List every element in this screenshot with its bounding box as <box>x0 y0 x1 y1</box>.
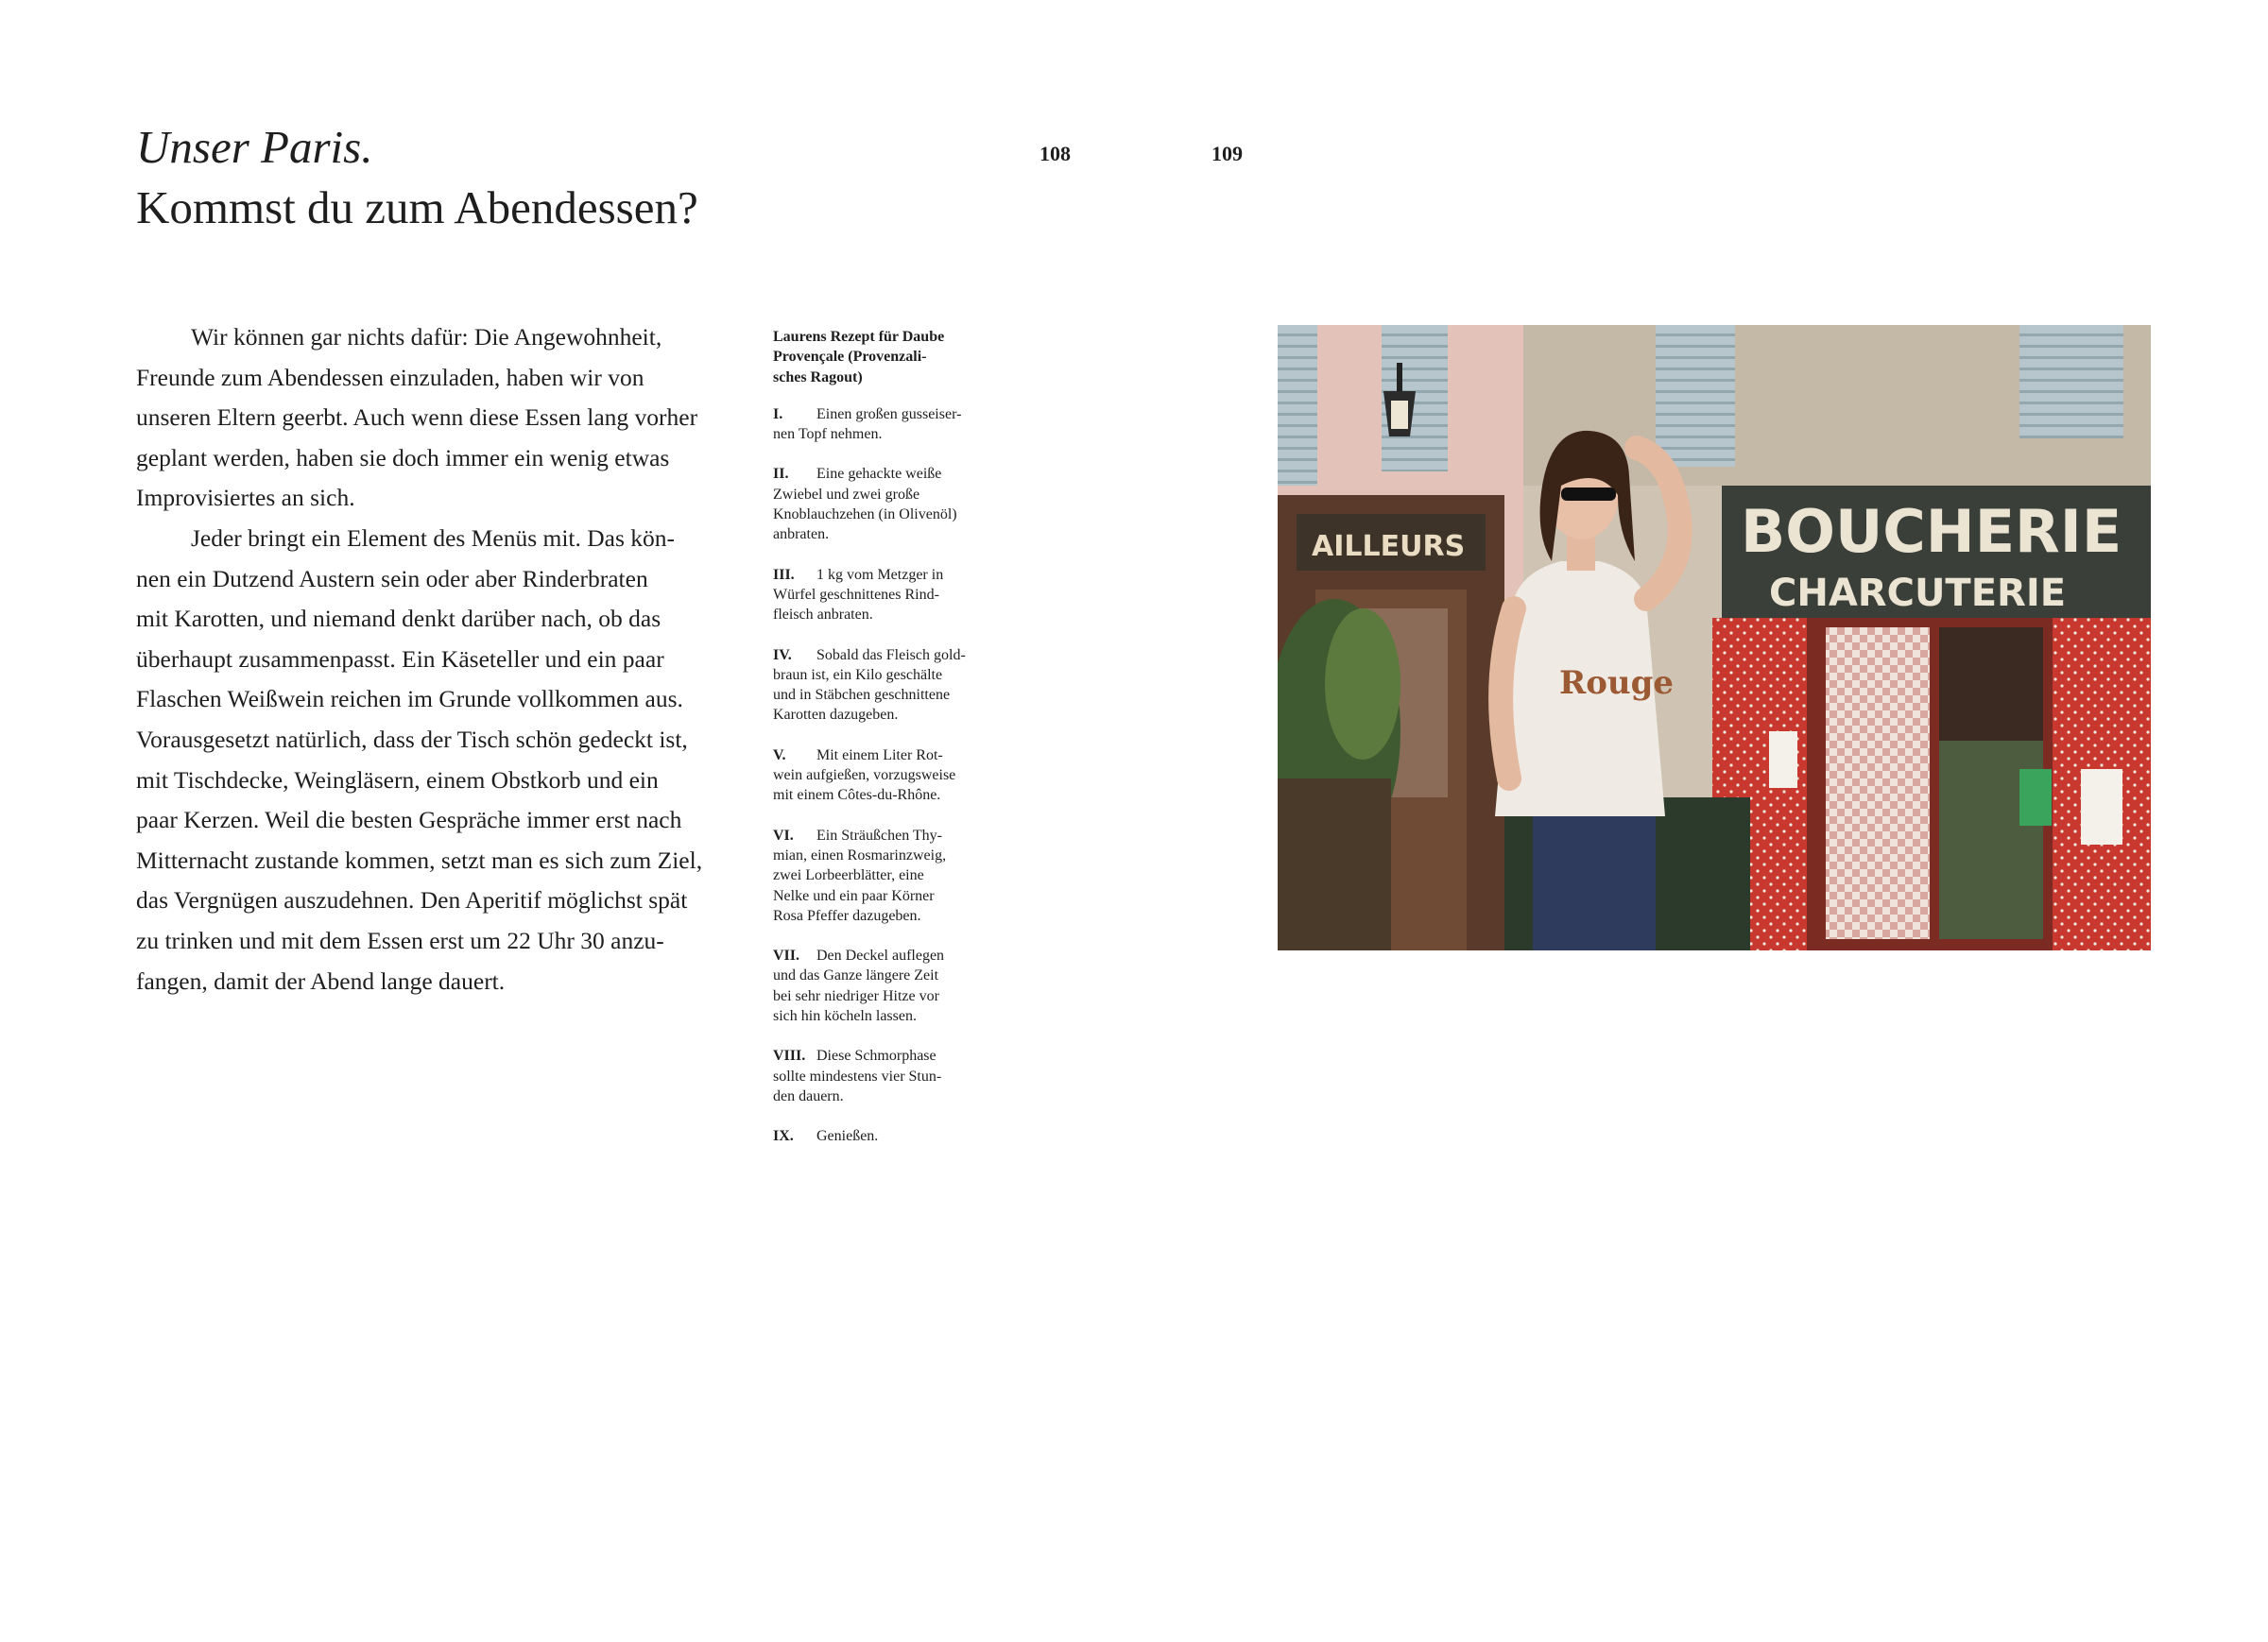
chapter-title: Unser Paris. <box>136 121 373 173</box>
recipe-step-line: mian, einen Rosmarinzweig, <box>773 847 947 864</box>
street-photo <box>1278 325 2151 950</box>
recipe-step-line: Würfel geschnittenes Rind- <box>773 586 939 603</box>
body-paragraph <box>136 519 755 1001</box>
recipe-step-number: IV. <box>773 646 792 663</box>
window-shutter <box>1656 325 1735 467</box>
recipe-step-line <box>773 1046 1014 1066</box>
text-line: Jeder bringt ein Element des Menüs mit. Das kön- <box>191 523 676 552</box>
recipe-step-line: Nelke und ein paar Körner <box>773 887 935 904</box>
notice-sign <box>1769 731 1797 788</box>
notice-sign <box>2081 769 2122 845</box>
recipe-step-line: und in Stäbchen geschnittene <box>773 687 951 704</box>
recipe-step-line: Rosa Pfeffer dazugeben. <box>773 907 921 924</box>
lamp-glass <box>1391 401 1408 429</box>
plant <box>1325 608 1400 760</box>
curtain-window <box>1826 627 1930 939</box>
recipe-step-line <box>773 1126 1014 1146</box>
recipe-step-line <box>773 464 1014 484</box>
text-line: unseren Eltern geerbt. Auch wenn diese Essen lang vorher <box>136 403 698 432</box>
recipe-step <box>773 745 1014 806</box>
recipe-step-line <box>773 404 1014 424</box>
planter <box>1278 778 1391 950</box>
recipe-step-line: sollte mindestens vier Stun- <box>773 1068 942 1085</box>
text-line: das Vergnügen auszudehnen. Den Aperitif möglichst spät <box>136 886 688 915</box>
chapter-subtitle: Kommst du zum Abendessen? <box>136 181 698 233</box>
recipe-step-text: Eine gehackte weiße <box>816 466 942 483</box>
recipe-step <box>773 826 1014 926</box>
recipe-step-number: IX. <box>773 1128 794 1145</box>
recipe-step-number: VI. <box>773 827 794 844</box>
recipe-step-line: wein aufgießen, vorzugsweise <box>773 767 956 784</box>
window-shutter <box>2019 325 2123 438</box>
recipe-step-number: II. <box>773 466 789 483</box>
recipe-step-text: Genießen. <box>816 1128 879 1145</box>
sunglasses <box>1561 487 1616 501</box>
text-line: paar Kerzen. Weil die besten Gespräche immer erst nach <box>136 806 682 834</box>
recipe-steps <box>773 404 1014 1147</box>
recipe-step-text: Mit einem Liter Rot- <box>816 746 943 763</box>
recipe-step <box>773 1126 1014 1146</box>
text-line: überhaupt zusammenpasst. Ein Käseteller und ein paar <box>136 644 664 673</box>
body-paragraph <box>136 317 755 519</box>
body-text <box>136 317 755 1001</box>
text-line: Freunde zum Abendessen einzuladen, haben wir von <box>136 363 644 391</box>
page-number-left: 108 <box>1040 142 1071 165</box>
recipe-step-line <box>773 565 1014 585</box>
text-line: geplant werden, haben sie doch immer ein wenig etwas <box>136 443 670 471</box>
text-line: mit Tischdecke, Weingläsern, einem Obstkorb und ein <box>136 765 659 794</box>
recipe-title-line: Laurens Rezept für Daube <box>773 329 945 345</box>
recipe-step-line: nen Topf nehmen. <box>773 426 883 443</box>
lamp-bracket <box>1397 363 1402 391</box>
text-line: Flaschen Weißwein reichen im Grunde vollkommen aus. <box>136 685 683 713</box>
shirt-print: Rouge <box>1559 664 1675 702</box>
recipe-step-text: Den Deckel auflegen <box>816 948 945 965</box>
charcuterie-sign-text: CHARCUTERIE <box>1769 572 2067 615</box>
recipe-step-line: Zwiebel und zwei große <box>773 486 920 503</box>
recipe-step-line: braun ist, ein Kilo geschälte <box>773 666 943 683</box>
recipe-step-number: III. <box>773 566 795 583</box>
window-shutter <box>1278 325 1317 486</box>
text-line: Improvisiertes an sich. <box>136 484 355 512</box>
recipe-step <box>773 404 1014 445</box>
recipe-title-line: sches Ragout) <box>773 368 863 385</box>
photo-illustration <box>1278 325 2151 950</box>
recipe-step-line: den dauern. <box>773 1087 844 1104</box>
text-line: mit Karotten, und niemand denkt darüber nach, ob das <box>136 605 662 633</box>
text-line: Mitternacht zustande kommen, setzt man es sich zum Ziel, <box>136 846 703 874</box>
recipe-box <box>773 327 1014 1167</box>
recipe-step-line: Karotten dazugeben. <box>773 707 899 724</box>
recipe-step <box>773 645 1014 726</box>
recipe-step-line <box>773 745 1014 765</box>
text-line: fangen, damit der Abend lange dauert. <box>136 966 506 995</box>
recipe-step-line: mit einem Côtes-du-Rhône. <box>773 787 941 804</box>
text-line: nen ein Dutzend Austern sein oder aber Rinderbraten <box>136 564 648 592</box>
recipe-step-line <box>773 645 1014 665</box>
recipe-title <box>773 327 1014 387</box>
recipe-step-number: VII. <box>773 948 800 965</box>
text-line: Vorausgesetzt natürlich, dass der Tisch schön gedeckt ist, <box>136 725 688 753</box>
recipe-step-line: und das Ganze längere Zeit <box>773 967 939 984</box>
jeans <box>1533 816 1656 950</box>
text-line: zu trinken und mit dem Essen erst um 22 Uhr 30 anzu- <box>136 926 664 954</box>
recipe-step <box>773 1046 1014 1106</box>
recipe-step-text: Diese Schmorphase <box>816 1048 936 1065</box>
recipe-step-line: fleisch anbraten. <box>773 607 873 624</box>
text-line: Wir können gar nichts dafür: Die Angewohnheit, <box>191 323 662 351</box>
recipe-step-text: Sobald das Fleisch gold- <box>816 646 966 663</box>
left-shop-sign-text: AILLEURS <box>1312 530 1466 563</box>
recipe-step <box>773 565 1014 625</box>
green-label <box>2019 769 2052 826</box>
recipe-step-number: I. <box>773 405 783 422</box>
recipe-step <box>773 464 1014 544</box>
recipe-step-line: sich hin köcheln lassen. <box>773 1008 917 1025</box>
recipe-step-line: bei sehr niedriger Hitze vor <box>773 987 939 1004</box>
recipe-step-number: V. <box>773 746 786 763</box>
boucherie-sign-text: BOUCHERIE <box>1741 497 2122 566</box>
recipe-step-line <box>773 826 1014 846</box>
recipe-step-text: Einen großen gusseiser- <box>816 405 962 422</box>
recipe-step <box>773 946 1014 1026</box>
lower-arm <box>1501 608 1514 778</box>
recipe-step-text: Ein Sträußchen Thy- <box>816 827 943 844</box>
recipe-step-line: Knoblauchzehen (in Olivenöl) <box>773 506 957 523</box>
recipe-step-text: 1 kg vom Metzger in <box>816 566 944 583</box>
recipe-step-number: VIII. <box>773 1048 806 1065</box>
recipe-title-line: Provençale (Provenzali- <box>773 349 927 366</box>
recipe-step-line: zwei Lorbeerblätter, eine <box>773 867 924 884</box>
page-number-right: 109 <box>1211 142 1243 165</box>
recipe-step-line <box>773 946 1014 966</box>
recipe-step-line: anbraten. <box>773 526 830 543</box>
